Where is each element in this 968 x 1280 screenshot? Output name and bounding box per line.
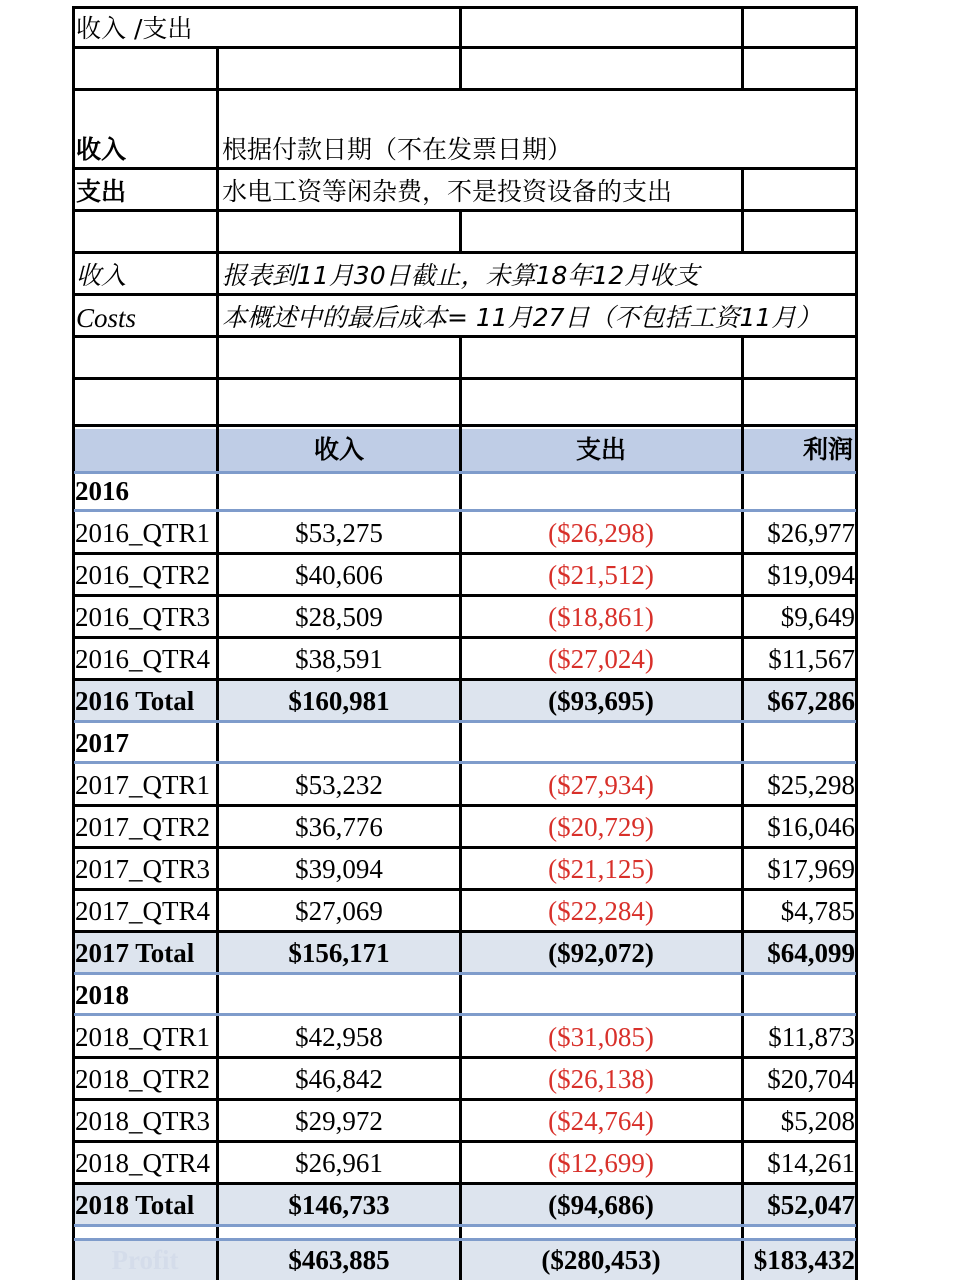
year-total-expense: ($92,072) [548, 938, 654, 968]
grand-total-label: Profit [111, 1245, 179, 1275]
year-total-income: $160,981 [288, 686, 390, 716]
grid-line [741, 209, 744, 254]
quarter-label: 2017_QTR4 [75, 896, 210, 926]
profit-cell: $11,873 [768, 1022, 855, 1052]
column-header-profit: 利润 [802, 435, 853, 464]
year-total-income: $146,733 [288, 1190, 390, 1220]
expense-cell: ($20,729) [548, 812, 654, 842]
note-report-cutoff: 报表到11月30日截止，未算18年12月收支 [222, 261, 700, 290]
note-label-income: 收入 [76, 135, 127, 164]
profit-cell: $9,649 [780, 602, 855, 632]
sheet-title: 收入 /支出 [76, 14, 193, 43]
grid-line [741, 6, 744, 49]
profit-cell: $20,704 [767, 1064, 855, 1094]
year-label: 2016 [75, 476, 129, 506]
note-costs-date: 本概述中的最后成本= 11月27日（不包括工资11月） [222, 303, 822, 332]
note-label-expense: 支出 [76, 177, 127, 206]
expense-cell: ($26,138) [548, 1064, 654, 1094]
expense-cell: ($18,861) [548, 602, 654, 632]
expense-cell: ($12,699) [548, 1148, 654, 1178]
quarter-label: 2017_QTR1 [75, 770, 210, 800]
column-header-expense: 支出 [575, 435, 626, 464]
quarter-label: 2018_QTR4 [75, 1148, 210, 1178]
column-header-income: 收入 [313, 435, 364, 464]
income-cell: $27,069 [295, 896, 383, 926]
grid-line [459, 6, 462, 49]
grid-line [459, 335, 462, 380]
quarter-label: 2018_QTR3 [75, 1106, 210, 1136]
grid-line [459, 209, 462, 254]
profit-cell: $26,977 [767, 518, 855, 548]
grand-total-income: $463,885 [288, 1245, 390, 1275]
year-total-profit: $64,099 [767, 938, 855, 968]
expense-cell: ($21,125) [548, 854, 654, 884]
profit-cell: $4,785 [780, 896, 855, 926]
grid-line [459, 46, 462, 91]
year-label: 2018 [75, 980, 129, 1010]
income-cell: $53,275 [295, 518, 383, 548]
income-cell: $29,972 [295, 1106, 383, 1136]
grid-line [741, 335, 744, 380]
profit-cell: $11,567 [768, 644, 855, 674]
grid-line [741, 46, 744, 91]
grid-line [72, 293, 858, 296]
profit-cell: $17,969 [767, 854, 855, 884]
note-label-income-cutoff: 收入 [76, 261, 127, 290]
year-total-expense: ($94,686) [548, 1190, 654, 1220]
quarter-label: 2016_QTR2 [75, 560, 210, 590]
grid-line [741, 167, 744, 212]
note-label-costs: Costs [76, 303, 137, 333]
grid-line [459, 377, 462, 430]
income-cell: $26,961 [295, 1148, 383, 1178]
income-cell: $36,776 [295, 812, 383, 842]
year-total-income: $156,171 [288, 938, 390, 968]
income-cell: $39,094 [295, 854, 383, 884]
expense-cell: ($22,284) [548, 896, 654, 926]
year-total-label: 2017 Total [75, 938, 195, 968]
grid-line [216, 46, 219, 427]
grid-line [72, 6, 75, 427]
expense-cell: ($21,512) [548, 560, 654, 590]
income-cell: $53,232 [295, 770, 383, 800]
grand-total-expense: ($280,453) [541, 1245, 661, 1275]
year-total-expense: ($93,695) [548, 686, 654, 716]
income-cell: $38,591 [295, 644, 383, 674]
grid-line [741, 377, 744, 430]
profit-cell: $19,094 [767, 560, 855, 590]
row-divider [74, 1224, 856, 1227]
year-total-profit: $52,047 [767, 1190, 855, 1220]
note-expense-scope: 水电工资等闲杂费，不是投资设备的支出 [222, 177, 673, 206]
quarter-label: 2017_QTR3 [75, 854, 210, 884]
income-cell: $46,842 [295, 1064, 383, 1094]
expense-cell: ($31,085) [548, 1022, 654, 1052]
row-divider [74, 471, 856, 474]
quarter-label: 2017_QTR2 [75, 812, 210, 842]
quarter-label: 2018_QTR1 [75, 1022, 210, 1052]
expense-cell: ($27,024) [548, 644, 654, 674]
income-cell: $28,509 [295, 602, 383, 632]
expense-cell: ($26,298) [548, 518, 654, 548]
income-cell: $40,606 [295, 560, 383, 590]
quarter-label: 2018_QTR2 [75, 1064, 210, 1094]
profit-cell: $5,208 [780, 1106, 855, 1136]
quarter-label: 2016_QTR4 [75, 644, 210, 674]
expense-cell: ($24,764) [548, 1106, 654, 1136]
income-cell: $42,958 [295, 1022, 383, 1052]
note-income-basis: 根据付款日期（不在发票日期） [222, 135, 573, 164]
profit-cell: $14,261 [767, 1148, 855, 1178]
profit-cell: $16,046 [767, 812, 855, 842]
quarter-label: 2016_QTR1 [75, 518, 210, 548]
year-total-profit: $67,286 [767, 686, 855, 716]
year-total-label: 2018 Total [75, 1190, 195, 1220]
grid-line [855, 6, 858, 427]
grand-total-profit: $183,432 [753, 1245, 855, 1275]
year-label: 2017 [75, 728, 129, 758]
expense-cell: ($27,934) [548, 770, 654, 800]
year-total-label: 2016 Total [75, 686, 195, 716]
profit-cell: $25,298 [767, 770, 855, 800]
quarter-label: 2016_QTR3 [75, 602, 210, 632]
